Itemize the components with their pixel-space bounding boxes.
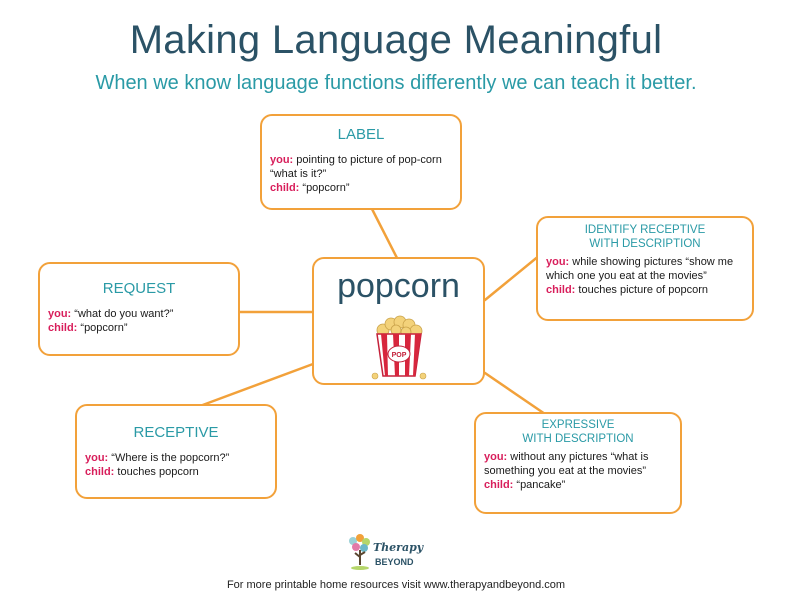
connector-identify — [485, 255, 540, 300]
label-you-text: pointing to picture of pop-corn “what is it?” — [270, 154, 442, 180]
expressive-title-line1: EXPRESSIVE — [541, 419, 615, 431]
child-label: child: — [270, 182, 300, 194]
tree-icon — [345, 533, 435, 575]
expressive-child-line — [484, 478, 672, 492]
expressive-you-line — [484, 450, 672, 478]
expressive-box-title — [484, 418, 672, 446]
expressive-box — [474, 412, 682, 514]
expressive-child-text: “pancake” — [516, 479, 566, 491]
footer-text: For more printable home resources visit www.therapyandbeyond.com — [226, 579, 566, 591]
popcorn-box-icon — [369, 312, 429, 382]
identify-box-title — [546, 223, 744, 251]
request-child-text: “popcorn” — [80, 322, 128, 334]
receptive-you-line — [85, 451, 267, 465]
connector-expressive — [485, 373, 545, 414]
svg-text:POP: POP — [391, 352, 406, 359]
you-label: you: — [546, 256, 570, 268]
request-you-line — [48, 307, 230, 321]
label-you-line — [270, 153, 452, 181]
identify-you-line — [546, 255, 744, 283]
identify-child-line — [546, 283, 744, 297]
label-box-title: LABEL — [337, 126, 385, 143]
request-box-title: REQUEST — [102, 280, 176, 297]
expressive-title-line2: WITH DESCRIPTION — [522, 433, 634, 445]
receptive-box-title: RECEPTIVE — [133, 424, 219, 441]
page-subtitle: When we know language functions differently we can teach it better. — [95, 72, 697, 94]
request-you-text: “what do you want?” — [74, 308, 174, 320]
expressive-you-text: without any pictures “what is something you eat at the movies” — [484, 451, 649, 477]
identify-child-text: touches picture of popcorn — [578, 284, 709, 296]
you-label: you: — [48, 308, 72, 320]
logo-line2: BEYOND — [375, 557, 414, 567]
page-title: Making Language Meaningful — [129, 18, 663, 62]
therapy-beyond-logo — [345, 533, 435, 575]
you-label: you: — [270, 154, 294, 166]
connector-label — [372, 209, 397, 258]
center-word: popcorn — [337, 267, 460, 305]
child-label: child: — [484, 479, 514, 491]
connector-receptive — [200, 364, 313, 406]
request-child-line — [48, 321, 230, 335]
you-label: you: — [85, 452, 109, 464]
label-child-line — [270, 181, 452, 195]
you-label: you: — [484, 451, 508, 463]
identify-box — [536, 216, 754, 321]
child-label: child: — [48, 322, 78, 334]
center-popcorn-box — [312, 257, 485, 385]
logo-line1: Therapy — [373, 541, 424, 554]
child-label: child: — [85, 466, 115, 478]
receptive-child-line — [85, 465, 267, 479]
identify-title-line2: WITH DESCRIPTION — [589, 238, 701, 250]
label-child-text: “popcorn” — [302, 182, 350, 194]
label-box — [260, 114, 462, 210]
child-label: child: — [546, 284, 576, 296]
receptive-child-text: touches popcorn — [117, 466, 199, 478]
identify-you-text: while showing pictures “show me which one you eat at the movies” — [546, 256, 734, 282]
receptive-box — [75, 404, 277, 499]
receptive-you-text: “Where is the popcorn?” — [111, 452, 230, 464]
request-box — [38, 262, 240, 356]
identify-title-line1: IDENTIFY RECEPTIVE — [584, 224, 706, 236]
